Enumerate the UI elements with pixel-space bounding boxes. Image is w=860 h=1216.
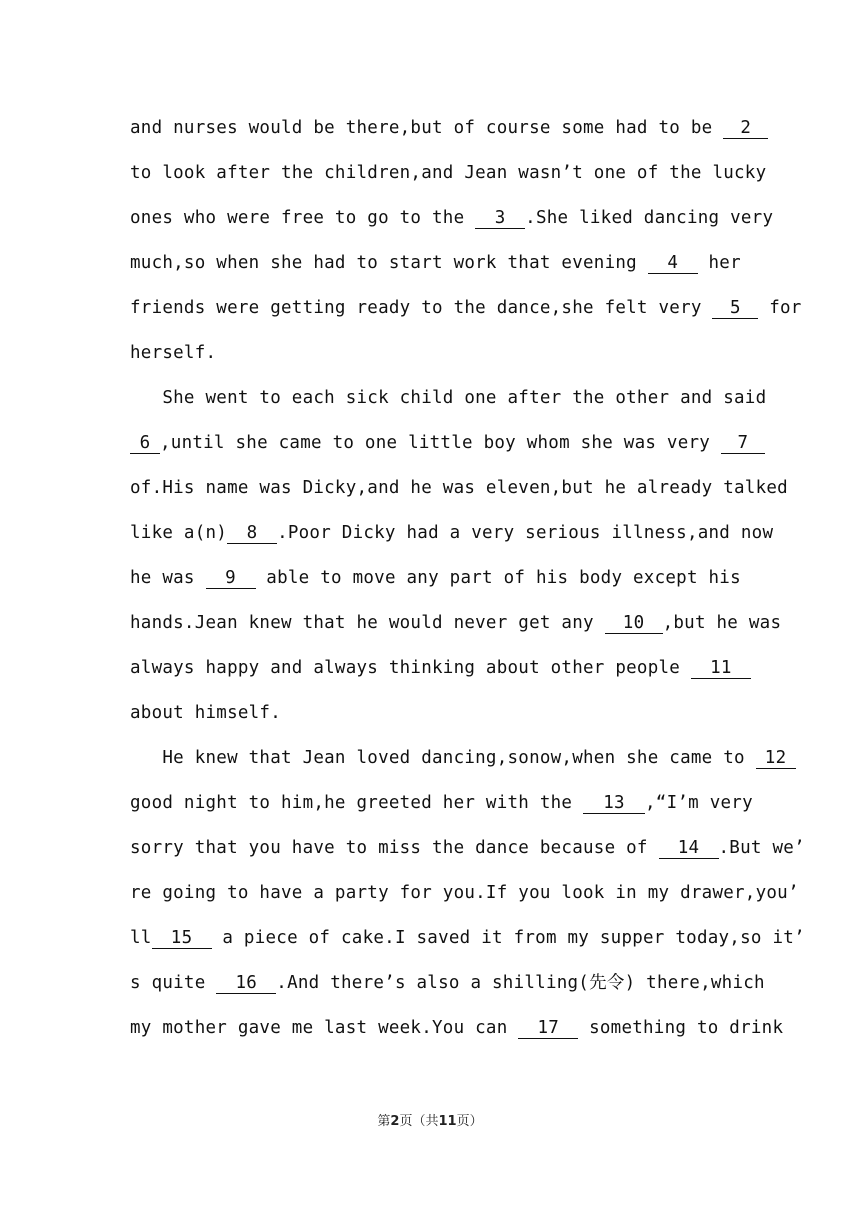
answer-blank[interactable]: 7	[721, 433, 765, 454]
line-text: he was	[130, 568, 206, 588]
line-text: ones who were free to go to the	[130, 208, 476, 228]
passage-line	[130, 476, 788, 500]
passage-line	[130, 251, 741, 275]
passage-line	[130, 206, 774, 230]
line-text: for	[758, 298, 802, 318]
passage-line	[130, 1016, 784, 1040]
answer-blank[interactable]: 10	[605, 613, 663, 634]
answer-blank[interactable]: 8	[227, 523, 277, 544]
answer-blank[interactable]: 11	[691, 658, 751, 679]
line-text: my mother gave me last week.You can	[130, 1018, 519, 1038]
answer-blank[interactable]: 17	[518, 1018, 578, 1039]
line-text: to look after the children,and Jean wasn’t one of the lucky	[130, 163, 767, 183]
answer-blank[interactable]: 9	[206, 568, 256, 589]
line-text: a piece of cake.I saved it from my supper today,so it’	[211, 928, 805, 948]
line-text: about himself.	[130, 703, 282, 723]
passage-line	[130, 926, 805, 950]
answer-blank[interactable]: 14	[659, 838, 719, 859]
line-text: herself.	[130, 343, 217, 363]
answer-blank[interactable]: 2	[723, 118, 768, 139]
line-text: ,until she came to one little boy whom she was very	[160, 433, 721, 453]
answer-blank[interactable]: 15	[152, 928, 212, 949]
page-footer	[0, 1110, 860, 1129]
line-text: hands.Jean knew that he would never get any	[130, 613, 605, 633]
line-text: .She liked dancing very	[525, 208, 774, 228]
passage-line	[130, 161, 767, 185]
answer-blank[interactable]: 16	[216, 973, 276, 994]
line-text: .But we’	[718, 838, 805, 858]
passage-line	[130, 296, 802, 320]
passage-line	[130, 701, 730, 725]
line-text: good night to him,he greeted her with the	[130, 793, 584, 813]
line-text: always happy and always thinking about other people	[130, 658, 691, 678]
answer-blank[interactable]: 12	[756, 748, 796, 769]
line-text: ,but he was	[662, 613, 782, 633]
passage-line	[130, 881, 799, 905]
passage-line	[130, 386, 767, 410]
line-text: ,“I’m very	[645, 793, 753, 813]
answer-blank[interactable]: 13	[583, 793, 645, 814]
passage-line	[130, 611, 782, 635]
footer-prefix: 第	[377, 1114, 391, 1129]
passage-line	[130, 341, 730, 365]
passage-line	[130, 791, 753, 815]
passage-line	[130, 971, 765, 995]
line-text: able to move any part of his body except his	[255, 568, 741, 588]
line-text: much,so when she had to start work that evening	[130, 253, 648, 273]
line-text: .And there’s also a shilling(先令) there,which	[276, 973, 765, 993]
line-text: He knew that Jean loved dancing,sonow,when she came to	[130, 748, 756, 768]
passage-line	[130, 836, 805, 860]
line-text: ll	[130, 928, 152, 948]
answer-blank[interactable]: 3	[475, 208, 525, 229]
line-text: re going to have a party for you.If you look in my drawer,you’	[130, 883, 799, 903]
footer-page-number: 2	[390, 1114, 400, 1129]
passage-line	[130, 656, 730, 680]
passage-line	[130, 116, 752, 140]
line-text: friends were getting ready to the dance,she felt very	[130, 298, 713, 318]
footer-suffix: 页）	[456, 1114, 483, 1129]
line-text: like a(n)	[130, 523, 228, 543]
line-text: of.His name was Dicky,and he was eleven,but he already talked	[130, 478, 788, 498]
passage-line	[130, 566, 741, 590]
line-text: her	[697, 253, 741, 273]
answer-blank[interactable]: 6	[130, 433, 160, 454]
line-text: something to drink	[578, 1018, 784, 1038]
line-text: s quite	[130, 973, 217, 993]
line-text: .Poor Dicky had a very serious illness,and now	[277, 523, 774, 543]
passage-line	[130, 746, 787, 770]
line-text: She went to each sick child one after the other and said	[130, 388, 767, 408]
footer-total-pages: 11	[438, 1114, 457, 1129]
answer-blank[interactable]: 5	[712, 298, 758, 319]
passage-line	[130, 431, 749, 455]
line-text: sorry that you have to miss the dance because of	[130, 838, 659, 858]
footer-mid: 页（共	[399, 1114, 439, 1129]
answer-blank[interactable]: 4	[648, 253, 698, 274]
passage-line	[130, 521, 774, 545]
line-text: and nurses would be there,but of course some had to be	[130, 118, 724, 138]
